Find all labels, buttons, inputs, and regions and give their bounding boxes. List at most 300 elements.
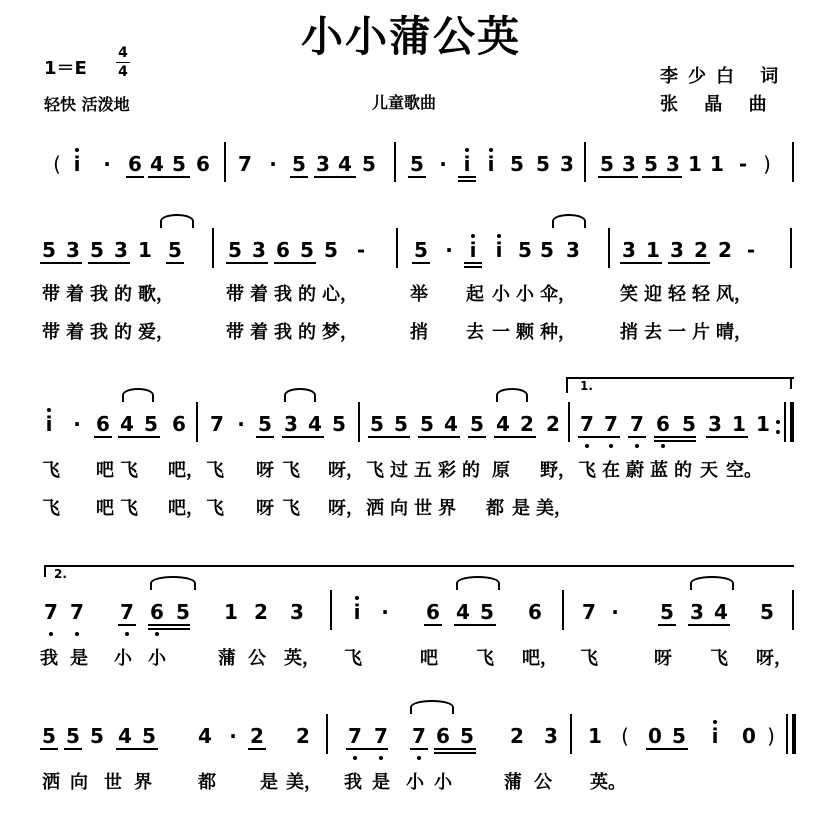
underline-beam bbox=[434, 748, 476, 750]
bar-line bbox=[784, 402, 786, 442]
underline-beam bbox=[464, 262, 482, 264]
note: 5 bbox=[660, 600, 674, 624]
slur bbox=[456, 576, 500, 590]
note: 6 bbox=[196, 152, 210, 176]
underline-beam bbox=[658, 624, 676, 626]
note: 6 bbox=[656, 412, 670, 436]
slur bbox=[150, 576, 196, 590]
note: · bbox=[269, 152, 277, 176]
slur bbox=[410, 700, 454, 714]
note: 4 bbox=[118, 724, 132, 748]
genre-label: 儿童歌曲 bbox=[372, 93, 437, 112]
note: 3 bbox=[670, 238, 684, 262]
lyric-syllable: 世 bbox=[104, 772, 122, 793]
lyric-syllable: 的 bbox=[298, 322, 316, 343]
note: 5 bbox=[292, 152, 306, 176]
octave-dot-below bbox=[609, 444, 613, 448]
underline-beam bbox=[454, 624, 496, 626]
underline-beam bbox=[434, 752, 476, 754]
note: 4 bbox=[308, 412, 322, 436]
lyric-syllable: 一 bbox=[492, 322, 510, 343]
note: 5 bbox=[66, 724, 80, 748]
lyric-syllable: 吧 bbox=[420, 648, 438, 669]
lyric-syllable: 蓝 bbox=[650, 460, 668, 481]
lyric-syllable: 的 bbox=[462, 460, 480, 481]
underline-beam bbox=[642, 176, 682, 178]
note: 6 bbox=[436, 724, 450, 748]
octave-dot-below bbox=[353, 756, 357, 760]
underline-beam bbox=[464, 266, 482, 268]
lyric-syllable: 吧， bbox=[168, 460, 204, 481]
note: 7 bbox=[44, 600, 58, 624]
lyric-syllable: 起 bbox=[466, 284, 484, 305]
octave-dot-above bbox=[497, 234, 501, 238]
note: 5 bbox=[142, 724, 156, 748]
underline-beam bbox=[256, 436, 274, 438]
lyric-syllable: 是 bbox=[70, 648, 88, 669]
lyric-syllable: 歌， bbox=[138, 284, 174, 305]
underline-beam bbox=[40, 262, 82, 264]
octave-dot-below bbox=[776, 420, 780, 424]
note: 5 bbox=[90, 238, 104, 262]
note: i bbox=[469, 238, 477, 262]
note: 7 bbox=[374, 724, 388, 748]
note: 1 bbox=[710, 152, 724, 176]
note: · bbox=[237, 412, 245, 436]
note: 4 bbox=[456, 600, 470, 624]
underline-beam bbox=[654, 440, 696, 442]
note: 3 bbox=[66, 238, 80, 262]
lyric-syllable: 五 bbox=[414, 460, 432, 481]
note: 5 bbox=[460, 724, 474, 748]
time-signature bbox=[116, 44, 130, 81]
lyric-syllable: 飞 bbox=[580, 648, 598, 669]
lyric-syllable: 着 bbox=[66, 322, 84, 343]
lyric-syllable: 飞 bbox=[206, 498, 224, 519]
lyric-syllable: 小 bbox=[114, 648, 132, 669]
underline-beam bbox=[424, 624, 442, 626]
lyric-syllable: 呀， bbox=[756, 648, 792, 669]
lyric-syllable: 捎 bbox=[620, 322, 638, 343]
note: 4 bbox=[198, 724, 212, 748]
octave-dot-below bbox=[125, 632, 129, 636]
lyric-syllable: 风， bbox=[716, 284, 752, 305]
underline-beam bbox=[408, 176, 426, 178]
lyric-syllable: 飞 bbox=[42, 460, 60, 481]
note: i bbox=[487, 152, 495, 176]
note: 0 bbox=[742, 724, 756, 748]
lyric-syllable: 带 bbox=[42, 284, 60, 305]
volta-1-bracket bbox=[566, 377, 794, 393]
lyric-syllable: 捎 bbox=[410, 322, 428, 343]
note: 4 bbox=[444, 412, 458, 436]
lyric-syllable: 原 bbox=[492, 460, 510, 481]
note: 6 bbox=[150, 600, 164, 624]
lyric-syllable: 飞 bbox=[578, 460, 596, 481]
volta-2-bracket bbox=[44, 565, 794, 577]
bar-line bbox=[394, 142, 396, 182]
coda-close-paren: ) bbox=[767, 724, 775, 748]
note: 0 bbox=[648, 724, 662, 748]
slur bbox=[122, 388, 154, 402]
note: 5 bbox=[300, 238, 314, 262]
lyric-syllable: 晴， bbox=[716, 322, 752, 343]
lyric-syllable: 带 bbox=[226, 284, 244, 305]
note: 3 bbox=[622, 238, 636, 262]
note: 7 bbox=[630, 412, 644, 436]
slur bbox=[690, 576, 734, 590]
lyric-syllable: 飞 bbox=[344, 648, 362, 669]
note: 7 bbox=[580, 412, 594, 436]
lyric-syllable: 野， bbox=[540, 460, 576, 481]
octave-dot-below bbox=[155, 632, 159, 636]
note: 2 bbox=[546, 412, 560, 436]
underline-beam bbox=[40, 748, 58, 750]
lyric-syllable: 向 bbox=[390, 498, 408, 519]
note: i bbox=[463, 152, 471, 176]
coda-open-paren: ( bbox=[621, 724, 629, 748]
lyric-syllable: 轻 bbox=[692, 284, 710, 305]
bar-line bbox=[224, 142, 226, 182]
note: 3 bbox=[708, 412, 722, 436]
lyric-syllable: 颗 bbox=[516, 322, 534, 343]
key-signature: 1＝E bbox=[44, 58, 87, 79]
lyric-syllable: 过 bbox=[390, 460, 408, 481]
lyric-syllable: 都 bbox=[198, 772, 216, 793]
bar-line bbox=[562, 590, 564, 630]
lyric-syllable: 呀 bbox=[256, 460, 274, 481]
lyric-syllable: 去 bbox=[466, 322, 484, 343]
note: 5 bbox=[144, 412, 158, 436]
note: 5 bbox=[324, 238, 338, 262]
octave-dot-below bbox=[661, 444, 665, 448]
note: 6 bbox=[128, 152, 142, 176]
slur bbox=[552, 214, 586, 228]
lyric-syllable: 的 bbox=[674, 460, 692, 481]
note: 5 bbox=[42, 724, 56, 748]
lyric-syllable: 界 bbox=[438, 498, 456, 519]
note: 4 bbox=[338, 152, 352, 176]
underline-beam bbox=[620, 262, 662, 264]
underline-beam bbox=[290, 176, 308, 178]
underline-beam bbox=[148, 628, 190, 630]
lyric-syllable: 吧， bbox=[522, 648, 558, 669]
bar-line bbox=[396, 228, 398, 268]
octave-dot-below bbox=[417, 756, 421, 760]
lyric-syllable: 伞， bbox=[540, 284, 576, 305]
lyric-syllable: 天 bbox=[700, 460, 718, 481]
volta-end bbox=[790, 377, 792, 389]
lyric-syllable: 英。 bbox=[590, 772, 626, 793]
bar-line bbox=[568, 402, 570, 442]
lyric-syllable: 着 bbox=[250, 322, 268, 343]
note: 1 bbox=[224, 600, 238, 624]
octave-dot-above bbox=[465, 148, 469, 152]
octave-dot-below bbox=[49, 632, 53, 636]
note: 1 bbox=[688, 152, 702, 176]
lyric-syllable: 种， bbox=[540, 322, 576, 343]
lyric-syllable: 呀 bbox=[256, 498, 274, 519]
underline-beam bbox=[126, 176, 144, 178]
note: 3 bbox=[114, 238, 128, 262]
note: 1 bbox=[138, 238, 152, 262]
underline-beam bbox=[646, 748, 688, 750]
note: 7 bbox=[120, 600, 134, 624]
note: 2 bbox=[250, 724, 264, 748]
note: 2 bbox=[718, 238, 732, 262]
note: 5 bbox=[470, 412, 484, 436]
note: 5 bbox=[228, 238, 242, 262]
bar-line bbox=[330, 590, 332, 630]
bar-line bbox=[326, 714, 328, 754]
note: 5 bbox=[420, 412, 434, 436]
lyric-syllable: 笑 bbox=[620, 284, 638, 305]
note: 5 bbox=[644, 152, 658, 176]
note: 7 bbox=[238, 152, 252, 176]
lyric-syllable: 公 bbox=[534, 772, 552, 793]
note: i bbox=[495, 238, 503, 262]
note: 3 bbox=[622, 152, 636, 176]
underline-beam bbox=[248, 748, 266, 750]
octave-dot-above bbox=[489, 148, 493, 152]
octave-dot-above bbox=[355, 596, 359, 600]
note: · bbox=[439, 152, 447, 176]
tempo-marking: 轻快 活泼地 bbox=[44, 95, 130, 114]
note: 5 bbox=[362, 152, 376, 176]
lyric-syllable: 轻 bbox=[668, 284, 686, 305]
lyric-syllable: 飞 bbox=[710, 648, 728, 669]
underline-beam bbox=[688, 624, 730, 626]
underline-beam bbox=[706, 436, 748, 438]
lyric-syllable: 小 bbox=[406, 772, 424, 793]
lyric-syllable: 飞 bbox=[366, 460, 384, 481]
underline-beam bbox=[628, 436, 646, 438]
lyric-syllable: 我 bbox=[40, 648, 58, 669]
lyric-syllable: 着 bbox=[66, 284, 84, 305]
note: · bbox=[611, 600, 619, 624]
note: 3 bbox=[544, 724, 558, 748]
note: 3 bbox=[666, 152, 680, 176]
lyric-syllable: 带 bbox=[42, 322, 60, 343]
note: 5 bbox=[672, 724, 686, 748]
underline-beam bbox=[166, 262, 184, 264]
note: 7 bbox=[348, 724, 362, 748]
note: 3 bbox=[690, 600, 704, 624]
lyric-syllable: 都 bbox=[486, 498, 504, 519]
score-line-1 bbox=[0, 152, 822, 192]
lyric-syllable: 爱， bbox=[138, 322, 174, 343]
lyric-syllable: 英， bbox=[284, 648, 320, 669]
lyricist: 李少白 词 bbox=[660, 66, 789, 87]
note: · bbox=[103, 152, 111, 176]
note: 5 bbox=[536, 152, 550, 176]
lyric-syllable: 片 bbox=[692, 322, 710, 343]
lyric-syllable: 小 bbox=[516, 284, 534, 305]
lyric-syllable: 呀， bbox=[328, 460, 364, 481]
lyric-syllable: 我 bbox=[344, 772, 362, 793]
lyric-syllable: 飞 bbox=[120, 460, 138, 481]
note: 4 bbox=[120, 412, 134, 436]
note: 7 bbox=[604, 412, 618, 436]
note: - bbox=[746, 238, 756, 262]
note: 3 bbox=[566, 238, 580, 262]
lyric-syllable: 吧 bbox=[96, 460, 114, 481]
note: 3 bbox=[252, 238, 266, 262]
lyric-syllable: 是 bbox=[260, 772, 278, 793]
score-line-4 bbox=[0, 600, 822, 640]
note: 1 bbox=[588, 724, 602, 748]
lyric-syllable: 飞 bbox=[42, 498, 60, 519]
note: 6 bbox=[96, 412, 110, 436]
lyric-syllable: 界 bbox=[134, 772, 152, 793]
lyric-syllable: 世 bbox=[414, 498, 432, 519]
bar-line bbox=[584, 142, 586, 182]
octave-dot-above bbox=[471, 234, 475, 238]
lyric-syllable: 心， bbox=[322, 284, 358, 305]
note: - bbox=[738, 152, 748, 176]
underline-beam bbox=[148, 624, 190, 626]
underline-beam bbox=[314, 176, 356, 178]
volta-2-label: 2. bbox=[54, 567, 67, 581]
octave-dot-above bbox=[47, 408, 51, 412]
underline-beam bbox=[458, 180, 476, 182]
note: 2 bbox=[296, 724, 310, 748]
note: i bbox=[73, 152, 81, 176]
note: 3 bbox=[560, 152, 574, 176]
note: 6 bbox=[276, 238, 290, 262]
underline-beam bbox=[418, 436, 460, 438]
lyric-syllable: 蒲 bbox=[504, 772, 522, 793]
note: 5 bbox=[682, 412, 696, 436]
note: i bbox=[353, 600, 361, 624]
note: 5 bbox=[540, 238, 554, 262]
lyric-syllable: 是 bbox=[512, 498, 530, 519]
note: 5 bbox=[510, 152, 524, 176]
note: 5 bbox=[90, 724, 104, 748]
underline-beam bbox=[494, 436, 536, 438]
lyric-syllable: 公 bbox=[248, 648, 266, 669]
note: 5 bbox=[394, 412, 408, 436]
note: 7 bbox=[412, 724, 426, 748]
lyric-syllable: 呀 bbox=[654, 648, 672, 669]
bar-line bbox=[608, 228, 610, 268]
bar-line bbox=[792, 142, 794, 182]
note: 3 bbox=[316, 152, 330, 176]
underline-beam bbox=[226, 262, 268, 264]
underline-beam bbox=[668, 262, 710, 264]
lyric-syllable: 洒 bbox=[42, 772, 60, 793]
lyric-syllable: 我 bbox=[274, 284, 292, 305]
final-bar-line bbox=[790, 402, 794, 442]
note: 3 bbox=[290, 600, 304, 624]
note: 1 bbox=[756, 412, 770, 436]
bar-line bbox=[792, 590, 794, 630]
lyric-syllable: 的 bbox=[298, 284, 316, 305]
underline-beam bbox=[598, 176, 638, 178]
note: i bbox=[45, 412, 53, 436]
lyric-syllable: 吧， bbox=[168, 498, 204, 519]
lyric-syllable: 在 bbox=[602, 460, 620, 481]
lyric-syllable: 飞 bbox=[282, 460, 300, 481]
lyric-syllable: 小 bbox=[148, 648, 166, 669]
note: 4 bbox=[496, 412, 510, 436]
lyric-syllable: 去 bbox=[644, 322, 662, 343]
lyric-syllable: 着 bbox=[250, 284, 268, 305]
note: 7 bbox=[70, 600, 84, 624]
bar-line bbox=[790, 228, 792, 268]
slur bbox=[496, 388, 528, 402]
lyric-syllable: 向 bbox=[70, 772, 88, 793]
note: 4 bbox=[714, 600, 728, 624]
lyric-syllable: 举 bbox=[410, 284, 428, 305]
intro-open-paren: ( bbox=[53, 152, 61, 176]
octave-dot-below bbox=[776, 430, 780, 434]
note: · bbox=[229, 724, 237, 748]
lyric-syllable: 小 bbox=[434, 772, 452, 793]
note: 5 bbox=[168, 238, 182, 262]
note: - bbox=[356, 238, 366, 262]
note: 5 bbox=[410, 152, 424, 176]
underline-beam bbox=[410, 748, 428, 750]
note: 1 bbox=[732, 412, 746, 436]
note: 6 bbox=[426, 600, 440, 624]
note: 2 bbox=[510, 724, 524, 748]
lyric-syllable: 带 bbox=[226, 322, 244, 343]
underline-beam bbox=[458, 176, 476, 178]
note: 4 bbox=[150, 152, 164, 176]
note: · bbox=[73, 412, 81, 436]
underline-beam bbox=[368, 436, 410, 438]
time-signature-bottom: 4 bbox=[118, 64, 128, 80]
bar-line bbox=[212, 228, 214, 268]
final-bar-line bbox=[792, 714, 796, 754]
lyric-syllable: 是 bbox=[372, 772, 390, 793]
octave-dot-below bbox=[75, 632, 79, 636]
score-line-3 bbox=[0, 412, 822, 452]
underline-beam bbox=[94, 436, 112, 438]
note: · bbox=[381, 600, 389, 624]
note: 2 bbox=[520, 412, 534, 436]
lyric-syllable: 我 bbox=[274, 322, 292, 343]
lyric-syllable: 迎 bbox=[644, 284, 662, 305]
underline-beam bbox=[412, 262, 430, 264]
underline-beam bbox=[64, 748, 82, 750]
underline-beam bbox=[654, 436, 696, 438]
note: 5 bbox=[370, 412, 384, 436]
octave-dot-below bbox=[635, 444, 639, 448]
fraction-bar bbox=[116, 62, 130, 63]
lyric-syllable: 飞 bbox=[282, 498, 300, 519]
underline-beam bbox=[274, 262, 316, 264]
lyric-syllable: 飞 bbox=[476, 648, 494, 669]
note: 5 bbox=[172, 152, 186, 176]
bar-line bbox=[570, 714, 572, 754]
slur bbox=[284, 388, 316, 402]
lyric-syllable: 洒 bbox=[366, 498, 384, 519]
lyric-syllable: 小 bbox=[492, 284, 510, 305]
underline-beam bbox=[578, 436, 620, 438]
lyric-syllable: 梦， bbox=[322, 322, 358, 343]
lyric-syllable: 我 bbox=[90, 284, 108, 305]
lyric-syllable: 美， bbox=[536, 498, 572, 519]
slur bbox=[160, 214, 194, 228]
octave-dot-below bbox=[585, 444, 589, 448]
note: 5 bbox=[760, 600, 774, 624]
intro-close-paren: ) bbox=[763, 152, 771, 176]
lyric-syllable: 飞 bbox=[120, 498, 138, 519]
note: 2 bbox=[694, 238, 708, 262]
lyric-syllable: 我 bbox=[90, 322, 108, 343]
